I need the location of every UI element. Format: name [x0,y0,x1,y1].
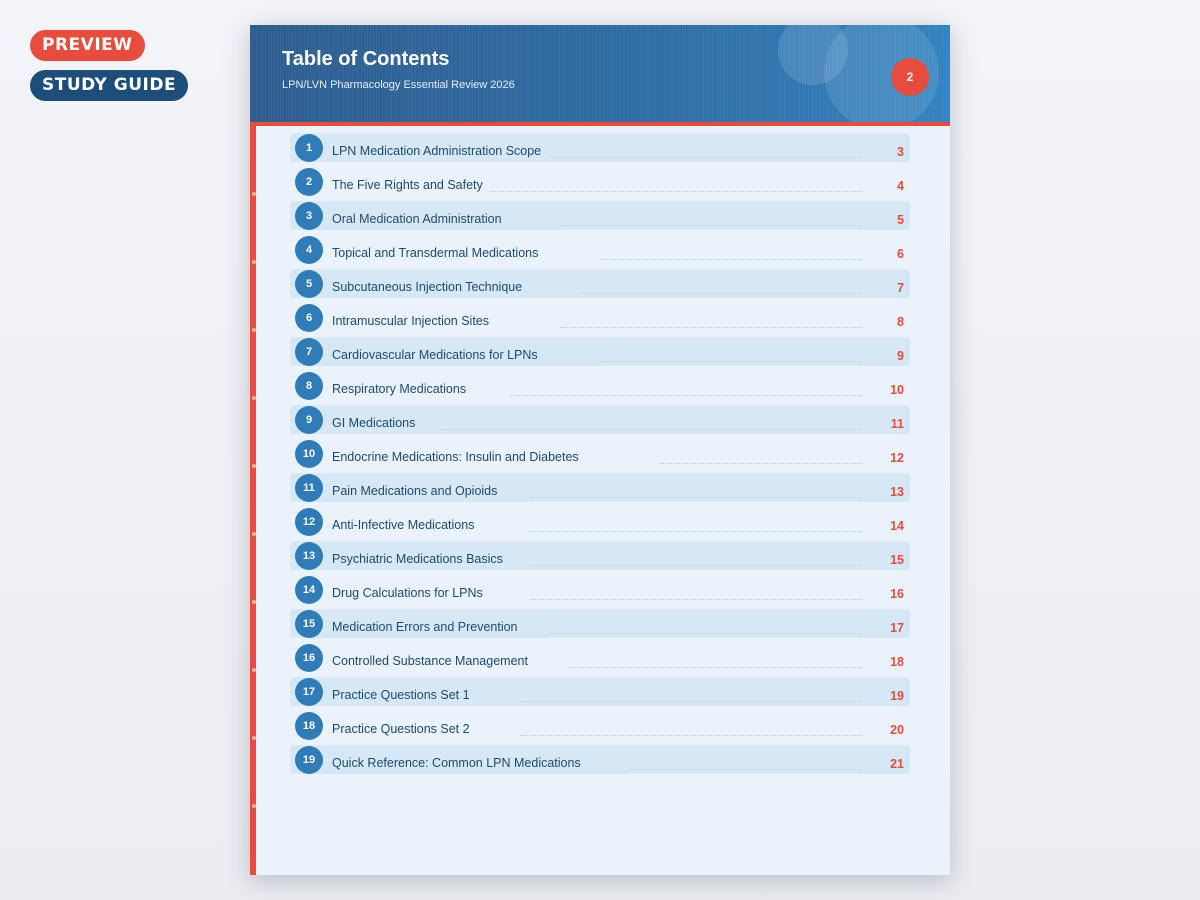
dot-leader [530,565,862,566]
dot-leader [550,157,862,158]
chapter-number: 19 [295,746,323,774]
chapter-page-number: 16 [890,587,904,601]
chapter-title: Cardiovascular Medications for LPNs [332,348,538,362]
table-of-contents [290,133,910,779]
chapter-title: Subcutaneous Injection Technique [332,280,523,294]
dot-leader [560,327,862,328]
chapter-number: 7 [295,338,323,366]
spine-dot [252,736,256,740]
chapter-number: 9 [295,406,323,434]
spine-dot [252,192,256,196]
chapter-page-number: 19 [890,689,904,703]
chapter-number: 5 [295,270,323,298]
toc-entry[interactable] [290,405,910,434]
dot-leader [660,463,862,464]
chapter-title: Practice Questions Set 1 [332,688,470,702]
chapter-number: 1 [295,134,323,162]
chapter-title: Medication Errors and Prevention [332,620,518,634]
chapter-title: Drug Calculations for LPNs [332,586,483,600]
chapter-title: Oral Medication Administration [332,212,502,226]
chapter-title: The Five Rights and Safety [332,178,483,192]
toc-entry[interactable] [290,609,910,638]
chapter-title: Topical and Transdermal Medications [332,246,539,260]
spine-dot [252,804,256,808]
dot-leader [600,361,862,362]
spine-dot [252,668,256,672]
chapter-title: Psychiatric Medications Basics [332,552,503,566]
chapter-page-number: 4 [897,179,904,193]
chapter-number: 17 [295,678,323,706]
chapter-title: Anti-Infective Medications [332,518,475,532]
chapter-title: Quick Reference: Common LPN Medications [332,756,581,770]
spine-dot [252,600,256,604]
dot-leader [560,225,862,226]
dot-leader [630,769,862,770]
chapter-number: 3 [295,202,323,230]
spine-dot [252,396,256,400]
chapter-title: Endocrine Medications: Insulin and Diabetes [332,450,579,464]
toc-entry[interactable] [290,269,910,298]
dot-leader [550,633,862,634]
chapter-title: Respiratory Medications [332,382,467,396]
chapter-number: 11 [295,474,323,502]
dot-leader [490,191,862,192]
dot-leader [530,599,862,600]
chapter-title: GI Medications [332,416,416,430]
toc-entry[interactable] [290,439,910,468]
toc-entry[interactable] [290,167,910,196]
toc-entry[interactable] [290,337,910,366]
dot-leader [530,497,862,498]
spine-dot [252,260,256,264]
chapter-page-number: 20 [890,723,904,737]
dot-leader [520,701,862,702]
spine-dot [252,532,256,536]
chapter-number: 6 [295,304,323,332]
chapter-number: 18 [295,712,323,740]
toc-entry[interactable] [290,235,910,264]
chapter-page-number: 15 [890,553,904,567]
toc-entry[interactable] [290,711,910,740]
toc-entry[interactable] [290,541,910,570]
dot-leader [600,259,862,260]
dot-leader [520,735,862,736]
chapter-number: 10 [295,440,323,468]
chapter-page-number: 18 [890,655,904,669]
header-divider [250,122,950,126]
chapter-page-number: 7 [897,281,904,295]
chapter-page-number: 17 [890,621,904,635]
chapter-page-number: 5 [897,213,904,227]
dot-leader [510,395,862,396]
chapter-page-number: 6 [897,247,904,261]
spine-dot [252,328,256,332]
toc-entry[interactable] [290,507,910,536]
toc-entry[interactable] [290,745,910,774]
toc-entry[interactable] [290,643,910,672]
chapter-number: 4 [295,236,323,264]
toc-entry[interactable] [290,371,910,400]
chapter-number: 8 [295,372,323,400]
page-subtitle: LPN/LVN Pharmacology Essential Review 2026 [282,79,515,91]
page-spine [250,122,256,875]
study-guide-badge: STUDY GUIDE [30,70,188,101]
page-title: Table of Contents [282,48,450,70]
chapter-number: 15 [295,610,323,638]
toc-entry[interactable] [290,303,910,332]
chapter-title: Controlled Substance Management [332,654,528,668]
toc-entry[interactable] [290,133,910,162]
chapter-title: Pain Medications and Opioids [332,484,498,498]
chapter-title: LPN Medication Administration Scope [332,144,542,158]
dot-leader [530,531,862,532]
toc-entry[interactable] [290,473,910,502]
dot-leader [440,429,862,430]
toc-entry[interactable] [290,677,910,706]
chapter-number: 12 [295,508,323,536]
chapter-title: Practice Questions Set 2 [332,722,470,736]
chapter-number: 2 [295,168,323,196]
chapter-page-number: 10 [890,383,904,397]
dot-leader [580,293,862,294]
chapter-page-number: 12 [890,451,904,465]
chapter-page-number: 11 [890,417,904,431]
chapter-page-number: 3 [897,145,904,159]
chapter-title: Intramuscular Injection Sites [332,314,490,328]
chapter-page-number: 9 [897,349,904,363]
document-page [250,25,950,875]
chapter-page-number: 13 [890,485,904,499]
chapter-number: 16 [295,644,323,672]
chapter-page-number: 21 [890,757,904,771]
page-number-badge: 2 [891,58,929,96]
preview-badge: PREVIEW [30,30,145,61]
toc-entry[interactable] [290,575,910,604]
chapter-number: 14 [295,576,323,604]
chapter-page-number: 14 [890,519,904,533]
spine-dot [252,464,256,468]
chapter-page-number: 8 [897,315,904,329]
dot-leader [570,667,862,668]
chapter-number: 13 [295,542,323,570]
toc-entry[interactable] [290,201,910,230]
page-header [250,25,950,122]
